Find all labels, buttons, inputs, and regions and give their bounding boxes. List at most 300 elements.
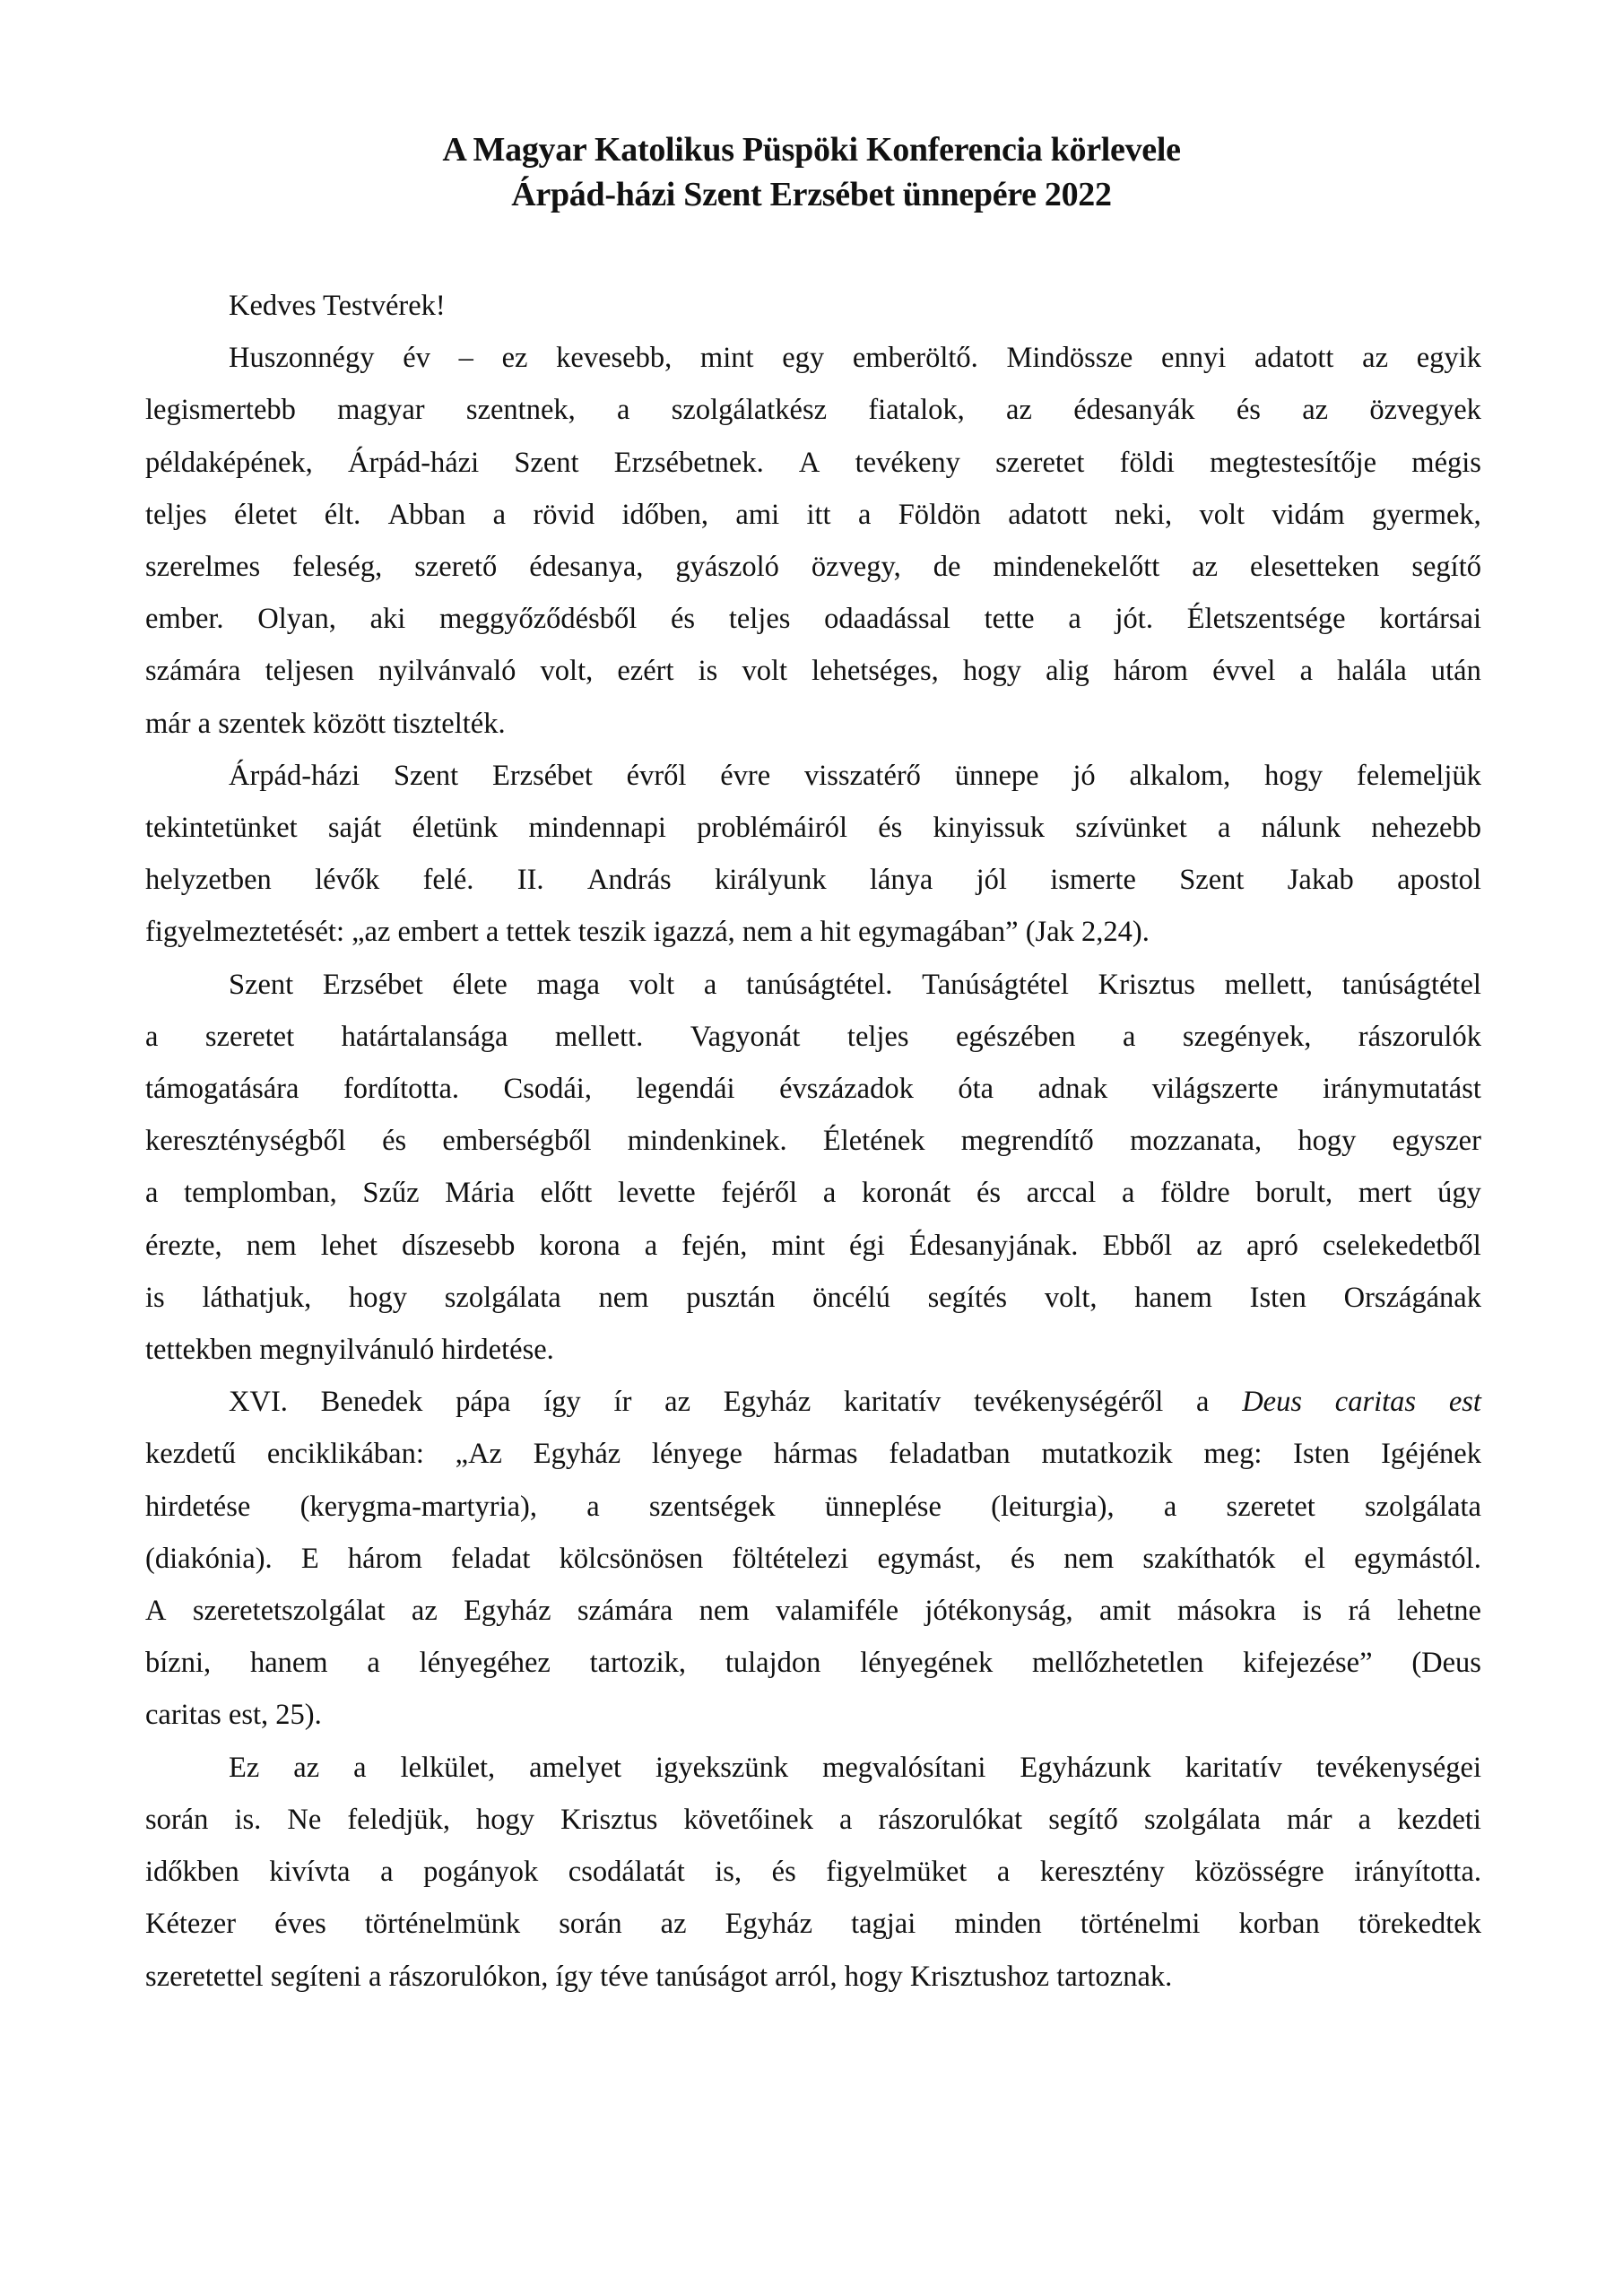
word: adnak	[1037, 1073, 1108, 1106]
word: halála	[1337, 655, 1407, 688]
word: feledjük,	[347, 1803, 450, 1836]
word: jól	[976, 864, 1007, 897]
word: határtalansága	[341, 1020, 508, 1053]
word: egészében	[955, 1020, 1076, 1053]
word: tartozik,	[589, 1647, 687, 1680]
word: lényege	[651, 1438, 742, 1471]
text-line	[145, 1115, 1481, 1167]
word: az	[660, 1908, 687, 1941]
word: templomban,	[184, 1177, 337, 1210]
word: odaadással	[824, 603, 950, 636]
paragraph-4	[145, 1376, 1481, 1741]
word: Jakab	[1287, 864, 1354, 897]
word: Egyház	[533, 1438, 621, 1471]
word: ismerte	[1050, 864, 1136, 897]
word: az	[1362, 342, 1389, 375]
word: (kerygma-martyria),	[299, 1490, 537, 1523]
word: alig	[1046, 655, 1089, 688]
word: szerelmes	[145, 551, 261, 584]
word: segítő	[1048, 1803, 1118, 1836]
word: mert	[1358, 1177, 1412, 1210]
word: lánya	[869, 864, 933, 897]
word: emberségből	[442, 1125, 592, 1158]
word: karitatív	[1185, 1751, 1282, 1784]
word: a	[996, 1856, 1011, 1889]
word: teljes	[728, 603, 791, 636]
word: és	[1011, 1542, 1036, 1575]
word: Árpád-házi	[229, 759, 360, 792]
word: Igéjének	[1381, 1438, 1481, 1471]
word: emberöltő.	[852, 342, 978, 375]
word: is	[145, 1281, 165, 1314]
word: Egyház	[464, 1595, 551, 1628]
text-line	[145, 854, 1481, 906]
word: mutatkozik	[1041, 1438, 1173, 1471]
word: és	[671, 603, 696, 636]
word: az	[1196, 1229, 1223, 1262]
word: a	[145, 1177, 159, 1210]
paragraph-1	[145, 332, 1481, 750]
letter-body	[145, 280, 1481, 2003]
word: éves	[274, 1908, 326, 1941]
word: rászorulók	[1358, 1020, 1481, 1053]
word: láthatjuk,	[202, 1281, 312, 1314]
word: nehezebb	[1371, 812, 1481, 845]
word: a	[367, 1647, 380, 1680]
word: szeretet	[995, 446, 1085, 479]
word: élt.	[324, 498, 361, 531]
word: lehet	[320, 1229, 378, 1262]
word: lényegének	[860, 1647, 994, 1680]
word: évről	[626, 759, 687, 792]
word: keresztény	[1039, 1856, 1165, 1889]
word: szerető	[414, 551, 498, 584]
word: évszázadok	[779, 1073, 914, 1106]
word: három	[347, 1542, 422, 1575]
word: apró	[1246, 1229, 1298, 1262]
word: év	[403, 342, 430, 375]
word: arccal	[1026, 1177, 1097, 1210]
word: –	[458, 342, 473, 375]
word: A	[145, 1595, 167, 1628]
text-line	[145, 1011, 1481, 1063]
word: saját	[327, 812, 382, 845]
word: Krisztus	[560, 1803, 658, 1836]
word: segítés	[927, 1281, 1008, 1314]
text-line	[145, 802, 1481, 854]
word: apostol	[1397, 864, 1481, 897]
word: három	[1113, 655, 1188, 688]
word: nem	[699, 1595, 750, 1628]
word: iránymutatást	[1323, 1073, 1481, 1106]
word: jótékonyság,	[924, 1595, 1073, 1628]
word: világszerte	[1151, 1073, 1279, 1106]
word: E	[300, 1542, 319, 1575]
word: számára	[577, 1595, 673, 1628]
word: mindenekelőtt	[993, 551, 1160, 584]
word: közösségre	[1194, 1856, 1324, 1889]
word: XVI.	[229, 1386, 288, 1419]
word: Szent	[229, 968, 294, 1001]
word: ez	[501, 342, 528, 375]
word: tulajdon	[725, 1647, 821, 1680]
word: időkben	[145, 1856, 239, 1889]
word: egyik	[1416, 342, 1481, 375]
word: mindenkinek.	[627, 1125, 787, 1158]
text-line: már a szentek között tisztelték.	[145, 707, 506, 740]
word: tevékenységei	[1315, 1751, 1481, 1784]
word: és	[976, 1177, 1002, 1210]
word: egyszer	[1392, 1125, 1481, 1158]
word: öncélú	[812, 1281, 890, 1314]
word: Ez	[229, 1751, 260, 1784]
word: már	[1287, 1803, 1332, 1836]
word: nyilvánvaló	[378, 655, 516, 688]
word: vidám	[1271, 498, 1345, 531]
word: kinyissuk	[933, 812, 1046, 845]
word: számára	[145, 655, 241, 688]
word: égi	[849, 1229, 885, 1262]
text-line	[145, 1637, 1481, 1689]
word: Erzsébetnek.	[613, 446, 764, 479]
word: mindennapi	[528, 812, 666, 845]
word: felé.	[422, 864, 474, 897]
word: szentségek	[648, 1490, 776, 1523]
word: mellett.	[554, 1020, 644, 1053]
text-line: tettekben megnyilvánuló hirdetése.	[145, 1334, 554, 1367]
word: Egyház	[725, 1908, 813, 1941]
text-line	[145, 645, 1481, 697]
text-line: szeretettel segíteni a rászorulókon, így téve tanúságot arról, hogy Krisztushoz tartoznak.	[145, 1960, 1173, 1993]
word: Csodái,	[503, 1073, 592, 1106]
text-line	[145, 1898, 1481, 1950]
word: Szent	[514, 446, 579, 479]
word: enciklikában:	[266, 1438, 424, 1471]
word: lehetséges,	[812, 655, 939, 688]
word: óta	[958, 1073, 994, 1106]
word: Ebből	[1102, 1229, 1173, 1262]
text-line: caritas est, 25).	[145, 1699, 322, 1732]
word: Ne	[287, 1803, 322, 1836]
word: szolgálata	[1365, 1490, 1481, 1523]
word: szeretetszolgálat	[192, 1595, 386, 1628]
word: Benedek	[320, 1386, 423, 1419]
word: Mária	[445, 1177, 515, 1210]
word: történelmi	[1080, 1908, 1201, 1941]
text-line	[145, 1533, 1481, 1585]
title-line-2: Árpád-házi Szent Erzsébet ünnepére 2022	[511, 176, 1112, 213]
word: A	[798, 446, 820, 479]
word: pogányok	[423, 1856, 539, 1889]
word: felemeljük	[1356, 759, 1481, 792]
word: Vagyonát	[690, 1020, 801, 1053]
word: élete	[452, 968, 508, 1001]
word: nálunk	[1261, 812, 1341, 845]
text-line	[145, 1742, 1481, 1794]
word: nem	[598, 1281, 649, 1314]
word: kivívta	[269, 1856, 351, 1889]
word: a	[1196, 1386, 1210, 1419]
word: megrendítő	[960, 1125, 1094, 1158]
word: kevesebb,	[556, 342, 673, 375]
word: a	[1299, 655, 1314, 688]
word: kezdeti	[1397, 1803, 1481, 1836]
word: során	[145, 1803, 209, 1836]
word: cselekedetből	[1322, 1229, 1481, 1262]
word: visszatérő	[803, 759, 921, 792]
word: lehetne	[1397, 1595, 1481, 1628]
word: adatott	[1008, 498, 1088, 531]
word: föltételezi	[732, 1542, 849, 1575]
word: teljesen	[265, 655, 354, 688]
paragraph-3	[145, 959, 1481, 1377]
word: kezdetű	[145, 1438, 237, 1471]
word: másokra	[1177, 1595, 1277, 1628]
word: Isten	[1249, 1281, 1306, 1314]
word: problémáiról	[697, 812, 847, 845]
word: követőinek	[683, 1803, 813, 1836]
word: a	[1121, 1177, 1135, 1210]
word: özvegyek	[1369, 394, 1481, 427]
word: tagjai	[851, 1908, 916, 1941]
text-line	[145, 1585, 1481, 1637]
word: szívünket	[1075, 812, 1187, 845]
word: bízni,	[145, 1647, 212, 1680]
word: a	[644, 1229, 658, 1262]
word: magyar	[337, 394, 425, 427]
word: mellett,	[1224, 968, 1313, 1001]
word: a	[353, 1751, 367, 1784]
word: mint	[771, 1229, 825, 1262]
paragraph-5	[145, 1742, 1481, 2003]
word: érezte,	[145, 1229, 222, 1262]
word: tekintetünket	[145, 812, 298, 845]
word: legendái	[636, 1073, 735, 1106]
word: figyelmüket	[826, 1856, 968, 1889]
word: a	[857, 498, 872, 531]
word: a	[380, 1856, 394, 1889]
word: során	[559, 1908, 622, 1941]
word: díszesebb	[402, 1229, 516, 1262]
word: egy	[782, 342, 825, 375]
word: a	[617, 394, 630, 427]
word: hogy	[476, 1803, 535, 1836]
word: királyunk	[715, 864, 827, 897]
word: meg:	[1203, 1438, 1263, 1471]
word: pusztán	[686, 1281, 776, 1314]
word: el	[1304, 1542, 1325, 1575]
paragraph-2	[145, 750, 1481, 959]
word: ember.	[145, 603, 224, 636]
word: elesetteken	[1250, 551, 1380, 584]
text-line	[145, 1376, 1481, 1428]
word: egymást,	[877, 1542, 982, 1575]
word: Erzsébet	[491, 759, 593, 792]
word: életet	[233, 498, 298, 531]
text-line	[145, 959, 1481, 1011]
italic-word: est	[1448, 1386, 1481, 1419]
word: volt	[742, 655, 787, 688]
word: szolgálatkész	[671, 394, 828, 427]
word: meggyőződésből	[439, 603, 638, 636]
word: Huszonnégy	[229, 342, 375, 375]
word: is.	[234, 1803, 262, 1836]
word: nem	[1063, 1542, 1115, 1575]
word: feladat	[451, 1542, 531, 1575]
word: Országának	[1343, 1281, 1481, 1314]
word: kereszténységből	[145, 1125, 346, 1158]
word: példaképének,	[145, 446, 313, 479]
word: a	[586, 1490, 600, 1523]
word: Életszentsége	[1186, 603, 1346, 636]
text-line	[145, 1272, 1481, 1324]
word: kifejezése”	[1243, 1647, 1373, 1680]
word: hogy	[962, 655, 1021, 688]
word: volt,	[1044, 1281, 1098, 1314]
word: a	[1163, 1490, 1177, 1523]
text-line	[145, 1167, 1481, 1219]
word: Édesanyjának.	[908, 1229, 1079, 1262]
text-line	[145, 593, 1481, 645]
word: Szent	[1179, 864, 1245, 897]
text-line	[145, 1794, 1481, 1846]
word: és	[878, 812, 903, 845]
word: karitatív	[844, 1386, 942, 1419]
word: Egyház	[723, 1386, 812, 1419]
word: feladatban	[889, 1438, 1011, 1471]
word: is	[698, 655, 718, 688]
word: az	[1302, 394, 1329, 427]
text-line	[145, 332, 1481, 384]
word: szegények,	[1182, 1020, 1312, 1053]
word: tevékenységéről	[974, 1386, 1164, 1419]
word: lelkület,	[400, 1751, 496, 1784]
word: aki	[369, 603, 406, 636]
word: rá	[1348, 1595, 1371, 1628]
word: ünneplése	[824, 1490, 942, 1523]
word: II.	[516, 864, 544, 897]
word: fordította.	[343, 1073, 460, 1106]
word: Abban	[387, 498, 466, 531]
word: minden	[954, 1908, 1042, 1941]
word: ünnepe	[954, 759, 1039, 792]
word: amit	[1098, 1595, 1151, 1628]
word: szolgálata	[1143, 1803, 1261, 1836]
word: lényegéhez	[419, 1647, 551, 1680]
word: (Deus	[1411, 1647, 1481, 1680]
word: gyászoló	[675, 551, 779, 584]
word: Erzsébet	[322, 968, 423, 1001]
word: szeretet	[1226, 1490, 1315, 1523]
word: előtt	[540, 1177, 593, 1210]
word: után	[1430, 655, 1481, 688]
word: hanem	[249, 1647, 328, 1680]
word: édesanya,	[529, 551, 644, 584]
word: tevékeny	[855, 446, 960, 479]
word: és	[771, 1856, 796, 1889]
word: alkalom,	[1129, 759, 1231, 792]
word: az	[293, 1751, 320, 1784]
word: a	[145, 1020, 159, 1053]
word: ennyi	[1161, 342, 1227, 375]
word: Kétezer	[145, 1908, 237, 1941]
word: földre	[1160, 1177, 1230, 1210]
word: „Az	[455, 1438, 502, 1471]
text-line	[145, 384, 1481, 436]
word: hogy	[1298, 1125, 1357, 1158]
text-line	[145, 1846, 1481, 1898]
word: mégis	[1411, 446, 1481, 479]
word: a	[1068, 603, 1081, 636]
document-title	[0, 127, 1623, 217]
word: volt,	[540, 655, 594, 688]
word: a	[703, 968, 717, 1001]
word: valamiféle	[775, 1595, 899, 1628]
word: nem	[246, 1229, 297, 1262]
word: jó	[1072, 759, 1096, 792]
word: a	[822, 1177, 837, 1210]
word: de	[933, 551, 961, 584]
word: csodálatát	[568, 1856, 685, 1889]
word: földi	[1119, 446, 1175, 479]
word: teljes	[145, 498, 207, 531]
word: az	[1006, 394, 1032, 427]
word: a	[1122, 1020, 1136, 1053]
word: hogy	[349, 1281, 408, 1314]
word: rászorulókat	[878, 1803, 1023, 1836]
word: az	[1192, 551, 1219, 584]
word: az	[411, 1595, 438, 1628]
word: támogatására	[145, 1073, 299, 1106]
word: törekedtek	[1358, 1908, 1481, 1941]
word: Olyan,	[257, 603, 336, 636]
word: (diakónia).	[145, 1542, 273, 1575]
word: életünk	[412, 812, 499, 845]
word: fiatalok,	[868, 394, 965, 427]
word: szolgálata	[444, 1281, 561, 1314]
word: neki,	[1115, 498, 1173, 531]
word: maga	[536, 968, 600, 1001]
word: Földön	[898, 498, 981, 531]
word: tanúságtétel.	[746, 968, 893, 1001]
word: évvel	[1212, 655, 1276, 688]
text-line	[145, 489, 1481, 541]
word: szakíthatók	[1142, 1542, 1276, 1575]
word: ami	[735, 498, 780, 531]
text-line	[145, 437, 1481, 489]
word: levette	[618, 1177, 696, 1210]
word: úgy	[1437, 1177, 1481, 1210]
text-line	[145, 541, 1481, 593]
word: ír	[613, 1386, 632, 1419]
word: jót.	[1115, 603, 1153, 636]
greeting: Kedves Testvérek!	[229, 290, 446, 322]
word: borult,	[1255, 1177, 1333, 1210]
word: megvalósítani	[822, 1751, 986, 1784]
word: András	[586, 864, 672, 897]
text-line: figyelmeztetését: „az embert a tettek teszik igazzá, nem a hit egymagában” (Jak 2,24).	[145, 916, 1150, 949]
word: és	[382, 1125, 407, 1158]
word: szentnek,	[465, 394, 576, 427]
word: rövid	[533, 498, 595, 531]
word: amelyet	[529, 1751, 622, 1784]
word: fején,	[681, 1229, 748, 1262]
word: a	[492, 498, 507, 531]
word: volt	[1199, 498, 1245, 531]
word: mint	[699, 342, 754, 375]
word: így	[543, 1386, 581, 1419]
word: az	[664, 1386, 691, 1419]
